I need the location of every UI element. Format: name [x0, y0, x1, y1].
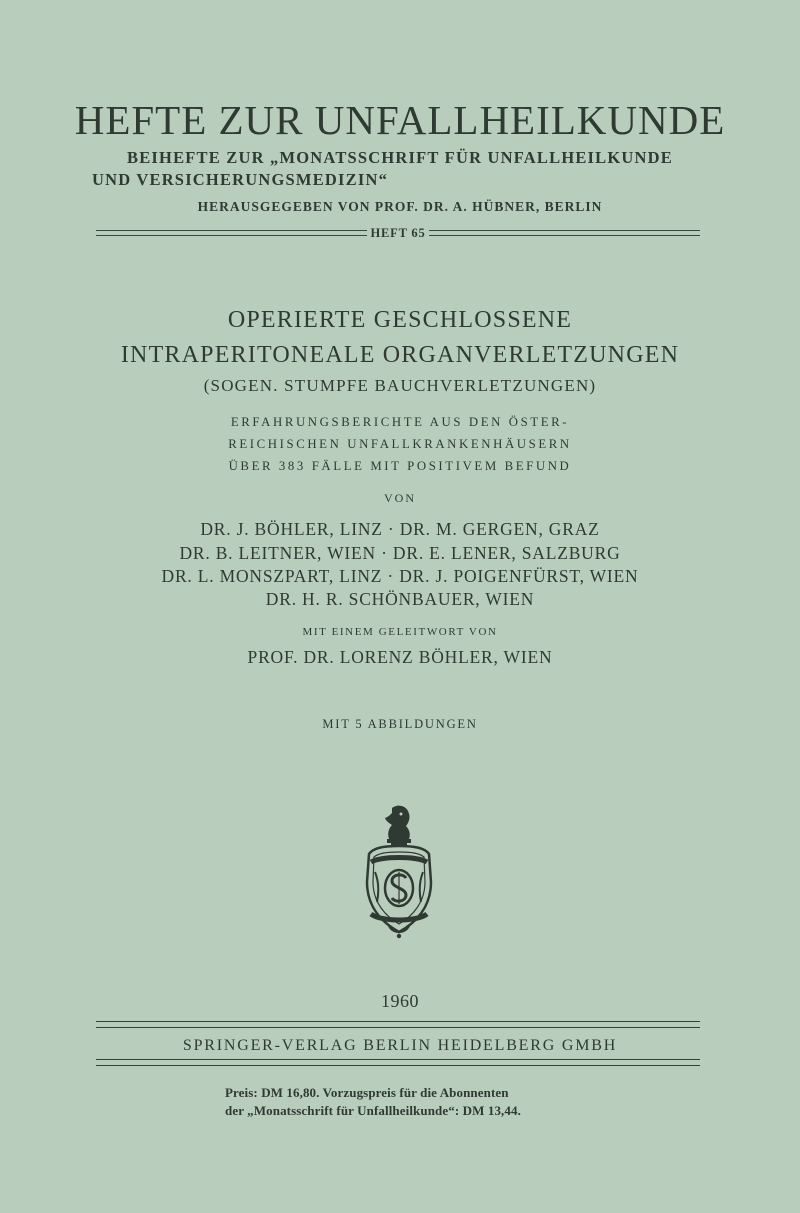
issue-number: HEFT 65 — [370, 226, 426, 240]
illustrations-note: MIT 5 ABBILDUNGEN — [322, 717, 478, 731]
book-description-line3: ÜBER 383 FÄLLE MIT POSITIVEM BEFUND — [228, 459, 572, 473]
issue-rule — [96, 226, 700, 240]
footer-rule-bottom — [96, 1059, 700, 1066]
publication-year: 1960 — [381, 991, 419, 1011]
series-title: HEFTE ZUR UNFALLHEILKUNDE — [74, 97, 726, 143]
rule-right — [429, 230, 700, 236]
book-title-line1: OPERIERTE GESCHLOSSENE — [227, 307, 573, 333]
series-subtitle-line2: UND VERSICHERUNGSMEDIZIN“ — [92, 170, 389, 189]
by-label: VON — [384, 491, 416, 505]
publisher: SPRINGER-VERLAG BERLIN HEIDELBERG GMBH — [182, 1037, 618, 1054]
footer-rule-top — [96, 1021, 700, 1028]
book-description-line2: REICHISCHEN UNFALLKRANKENHÄUSERN — [228, 437, 572, 451]
book-title-line2: INTRAPERITONEALE ORGANVERLETZUNGEN — [120, 342, 680, 368]
price-line2: der „Monatsschrift für Unfallheilkunde“: DM 13,44. — [225, 1103, 521, 1118]
springer-knight-logo-icon — [359, 802, 439, 940]
price-line1: Preis: DM 16,80. Vorzugspreis für die Abonnenten — [225, 1085, 509, 1100]
authors-line4: DR. H. R. SCHÖNBAUER, WIEN — [265, 589, 535, 609]
authors-line2: DR. B. LEITNER, WIEN · DR. E. LENER, SALZBURG — [179, 543, 621, 563]
book-description-line1: ERFAHRUNGSBERICHTE AUS DEN ÖSTER- — [230, 415, 570, 429]
book-title-line3: (SOGEN. STUMPFE BAUCHVERLETZUNGEN) — [203, 376, 597, 395]
authors-line3: DR. L. MONSZPART, LINZ · DR. J. POIGENFÜRST, WIEN — [161, 566, 639, 586]
authors-line1: DR. J. BÖHLER, LINZ · DR. M. GERGEN, GRAZ — [200, 519, 600, 539]
series-subtitle-line1: BEIHEFTE ZUR „MONATSSCHRIFT FÜR UNFALLHEILKUNDE — [127, 148, 673, 167]
rule-left — [96, 230, 367, 236]
series-editor: HERAUSGEGEBEN VON PROF. DR. A. HÜBNER, BERLIN — [197, 199, 603, 214]
foreword-author: PROF. DR. LORENZ BÖHLER, WIEN — [247, 647, 553, 667]
foreword-intro: MIT EINEM GELEITWORT VON — [302, 626, 498, 638]
